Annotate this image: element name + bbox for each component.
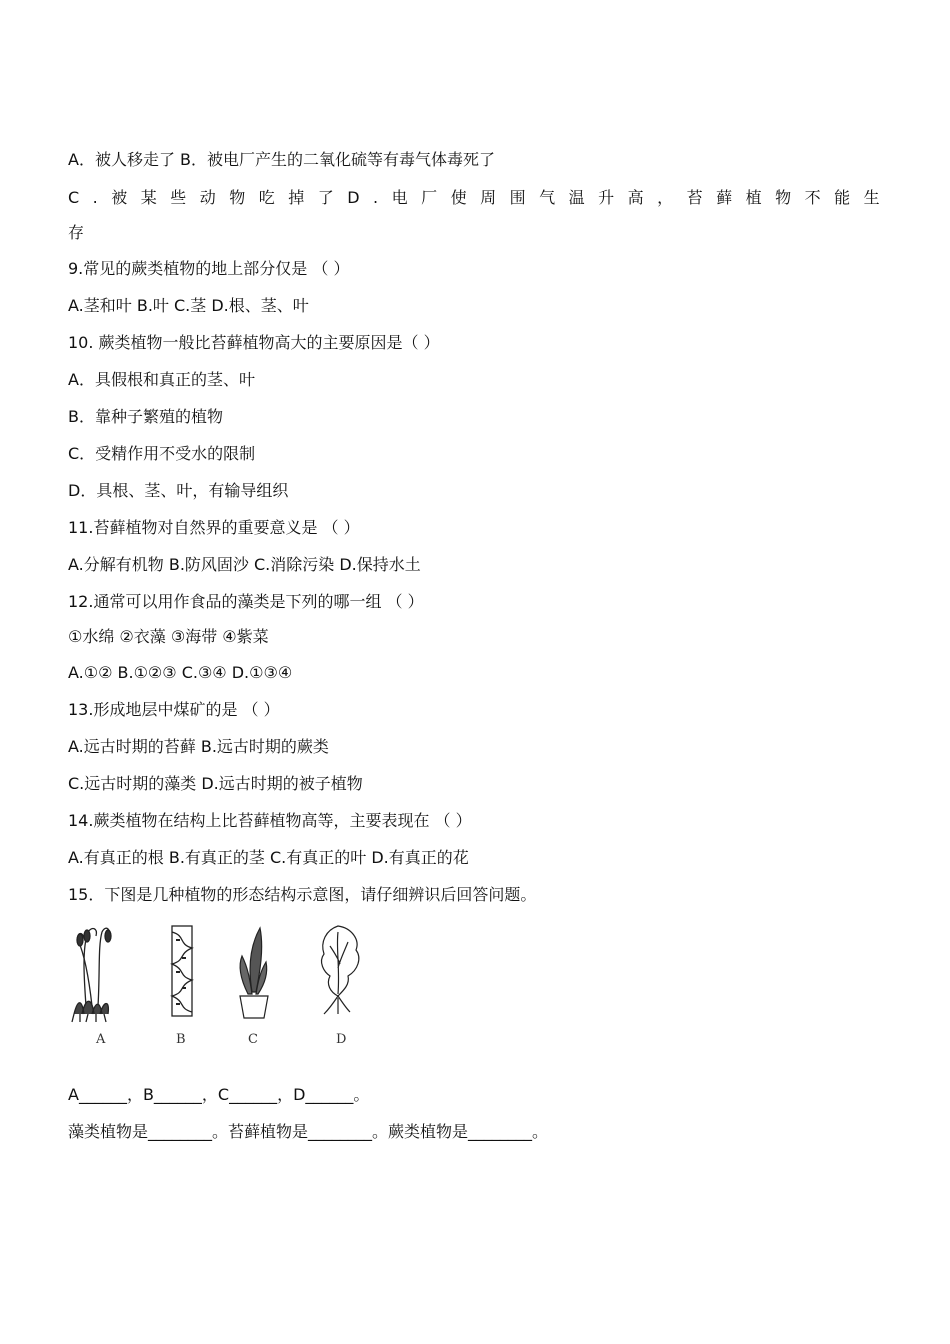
moss-drawing (72, 928, 111, 1022)
figure-label-b: B (176, 1032, 186, 1047)
q12-stem: 12.通常可以用作食品的藻类是下列的哪一组 （ ） (68, 592, 424, 611)
q8-options-line3: 存 (68, 223, 85, 242)
q11-options: A.分解有机物 B.防风固沙 C.消除污染 D.保持水土 (68, 555, 421, 574)
q8-line2-char: 植 (745, 188, 762, 207)
q8-line2-char: . (373, 188, 379, 207)
plant-figure (68, 918, 388, 1054)
q15-answer-line2: 藻类植物是________。苔藓植物是________。蕨类植物是________。 (68, 1122, 549, 1141)
q8-line2-char: 能 (834, 188, 851, 207)
q8-options-line1: A．被人移走了 B．被电厂产生的二氧化硫等有毒气体毒死了 (68, 150, 496, 169)
q8-line2-char: 围 (509, 188, 526, 207)
q8-line2-char: D (347, 188, 360, 207)
q15-stem: 15．下图是几种植物的形态结构示意图，请仔细辨识后回答问题。 (68, 885, 537, 904)
fern-drawing (240, 928, 268, 1018)
q10-option-a: A．具假根和真正的茎、叶 (68, 370, 255, 389)
q8-line2-char: 高 (627, 188, 644, 207)
q8-line2-char: 周 (480, 188, 497, 207)
q10-stem: 10. 蕨类植物一般比苔藓植物高大的主要原因是（ ） (68, 333, 440, 352)
q8-line2-char: 藓 (716, 188, 733, 207)
q8-line2-char: 物 (229, 188, 246, 207)
q11-stem: 11.苔藓植物对自然界的重要意义是 （ ） (68, 518, 360, 537)
q9-stem: 9.常见的蕨类植物的地上部分仅是 （ ） (68, 259, 350, 278)
q8-line2-char: 某 (140, 188, 157, 207)
q8-line2-char: 电 (391, 188, 408, 207)
q8-line2-char: 升 (598, 188, 615, 207)
q8-line2-char: 被 (111, 188, 128, 207)
q8-line2-char: 不 (804, 188, 821, 207)
figure-label-c: C (248, 1032, 258, 1047)
figure-label-a: A (96, 1032, 106, 1047)
q8-line2-char: 生 (863, 188, 880, 207)
q8-line2-char: . (92, 188, 98, 207)
q9-options: A.茎和叶 B.叶 C.茎 D.根、茎、叶 (68, 296, 309, 315)
q14-stem: 14.蕨类植物在结构上比苔藓植物高等，主要表现在 （ ） (68, 811, 472, 830)
figure-label-d: D (336, 1032, 347, 1047)
q10-option-d: D．具根、茎、叶，有输导组织 (68, 481, 289, 500)
q8-line2-char: 气 (539, 188, 556, 207)
q10-option-b: B．靠种子繁殖的植物 (68, 407, 223, 426)
q8-line2-char: ， (657, 188, 674, 207)
q8-line2-char: 掉 (288, 188, 305, 207)
q12-options: A.①② B.①②③ C.③④ D.①③④ (68, 663, 293, 682)
q10-option-c: C．受精作用不受水的限制 (68, 444, 256, 463)
q13-stem: 13.形成地层中煤矿的是 （ ） (68, 700, 280, 719)
algae-drawing (172, 926, 192, 1016)
q8-line2-char: 厂 (421, 188, 438, 207)
q8-line2-char: 些 (170, 188, 187, 207)
q8-line2-char: 物 (775, 188, 792, 207)
q12-items: ①水绵 ②衣藻 ③海带 ④紫菜 (68, 627, 269, 646)
q8-line2-char: 吃 (258, 188, 275, 207)
seaweed-drawing (322, 926, 359, 1014)
q8-line2-char: C (68, 188, 80, 207)
q8-line2-char: 苔 (686, 188, 703, 207)
q14-options: A.有真正的根 B.有真正的茎 C.有真正的叶 D.有真正的花 (68, 848, 469, 867)
q8-line2-char: 温 (568, 188, 585, 207)
q8-line2-char: 了 (317, 188, 334, 207)
q8-line2-char: 使 (450, 188, 467, 207)
q8-line2-char: 动 (199, 188, 216, 207)
q13-options-line2: C.远古时期的藻类 D.远古时期的被子植物 (68, 774, 363, 793)
q13-options-line1: A.远古时期的苔藓 B.远古时期的蕨类 (68, 737, 329, 756)
q15-answer-line1: A______，B______，C______，D______。 (68, 1085, 370, 1104)
q8-options-line2 (68, 186, 880, 210)
